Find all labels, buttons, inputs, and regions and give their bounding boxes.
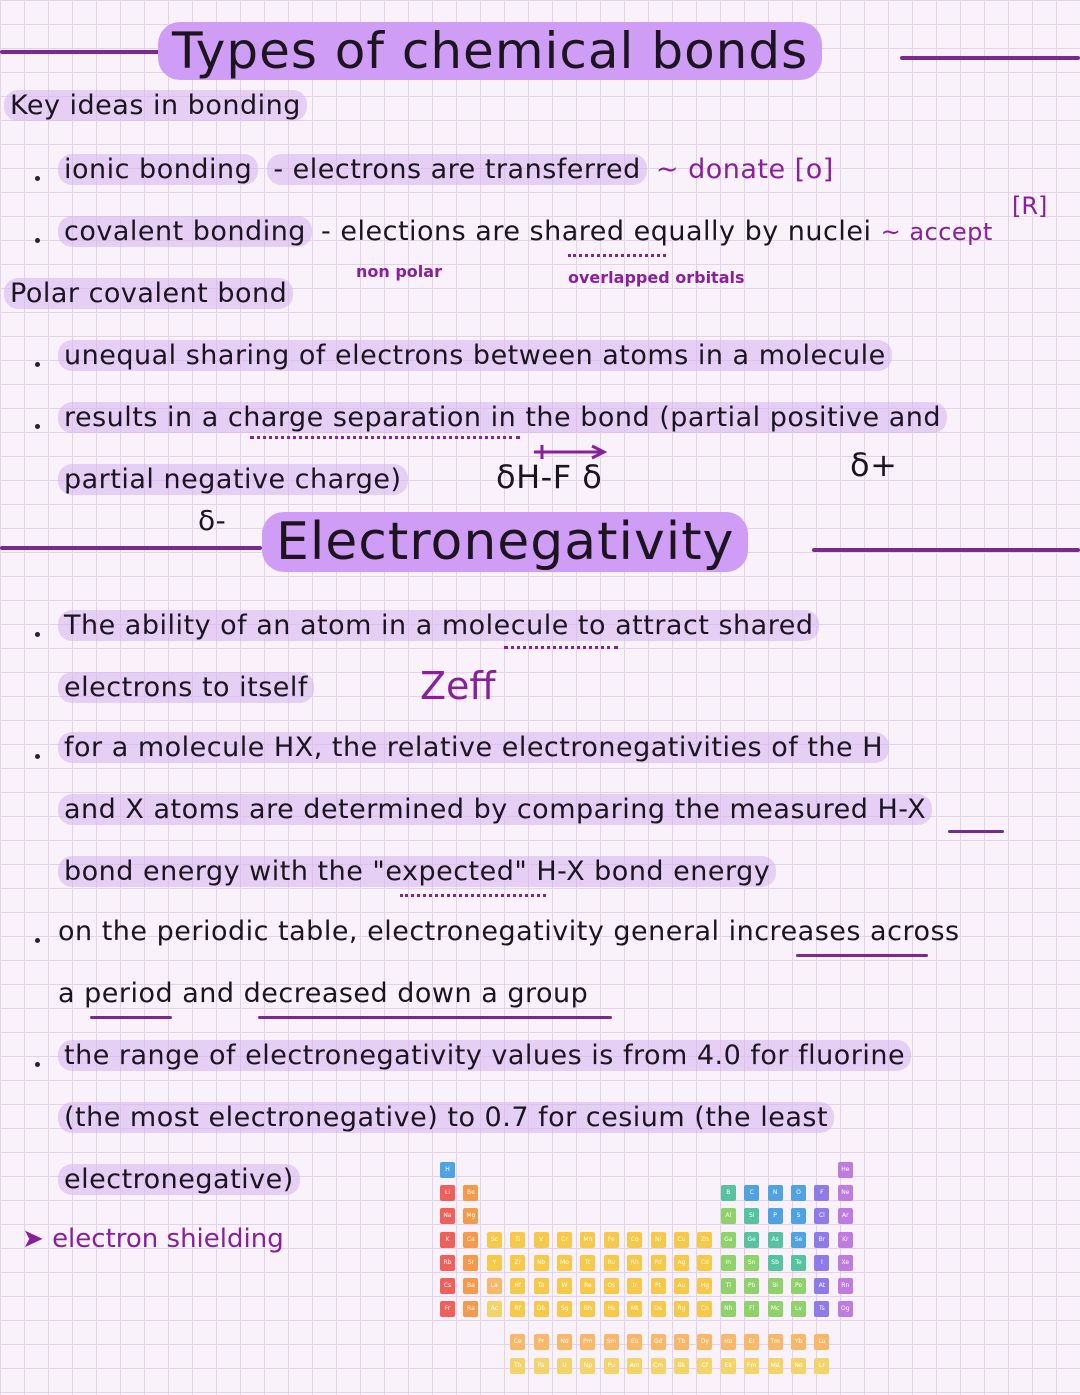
element-cell: Cu — [674, 1232, 689, 1248]
element-cell: B — [721, 1185, 736, 1201]
element-cell: Cf — [697, 1358, 712, 1374]
en-b1-line-2: electrons to itself — [58, 672, 314, 703]
bullet — [35, 176, 40, 181]
element-cell: Hf — [510, 1278, 525, 1294]
ionic-note: ~ donate [o] — [655, 154, 834, 185]
element-cell: Bh — [580, 1301, 595, 1317]
element-cell: Pb — [744, 1278, 759, 1294]
title-rule-left — [0, 50, 160, 54]
covalent-bracket: [R] — [1012, 192, 1048, 220]
element-cell: Sn — [744, 1255, 759, 1271]
key-ideas-heading: Key ideas in bonding — [4, 90, 307, 121]
element-cell: Th — [510, 1358, 525, 1374]
element-cell: Pt — [651, 1278, 666, 1294]
element-cell: Ge — [744, 1232, 759, 1248]
element-cell: Ne — [838, 1185, 853, 1201]
hx-underline — [948, 830, 1004, 833]
covalent-line — [58, 216, 993, 247]
element-cell: Pr — [534, 1334, 549, 1350]
element-cell: Rb — [440, 1255, 455, 1271]
bullet — [35, 1062, 40, 1067]
delta-plus: δ+ — [850, 446, 898, 484]
covalent-note: ~ accept — [880, 218, 993, 246]
ionic-rest: - electrons are transferred — [267, 154, 646, 185]
en-b3-line-1: on the periodic table, electronegativity general increases across — [58, 916, 960, 947]
element-cell: I — [814, 1255, 829, 1271]
element-cell: Al — [721, 1208, 736, 1224]
element-cell: Nb — [534, 1255, 549, 1271]
element-cell: Be — [463, 1185, 478, 1201]
bullet — [35, 938, 40, 943]
element-cell: Gd — [651, 1334, 666, 1350]
bullet — [35, 424, 40, 429]
element-cell: Po — [791, 1278, 806, 1294]
element-cell: Cn — [697, 1301, 712, 1317]
element-cell: C — [744, 1185, 759, 1201]
element-cell: Ag — [674, 1255, 689, 1271]
element-cell: Cs — [440, 1278, 455, 1294]
shielding-text: electron shielding — [52, 1224, 284, 1254]
element-cell: Ts — [814, 1301, 829, 1317]
element-cell: La — [487, 1278, 502, 1294]
element-cell: Mg — [463, 1208, 478, 1224]
element-cell: Fm — [744, 1358, 759, 1374]
element-cell: Yb — [791, 1334, 806, 1350]
element-cell: Mn — [580, 1232, 595, 1248]
element-cell: Ar — [838, 1208, 853, 1224]
element-cell: U — [557, 1358, 572, 1374]
element-cell: Ce — [510, 1334, 525, 1350]
element-cell: Bi — [768, 1278, 783, 1294]
element-cell: Ds — [651, 1301, 666, 1317]
element-cell: Co — [627, 1232, 642, 1248]
element-cell: Os — [604, 1278, 619, 1294]
element-cell: Bk — [674, 1358, 689, 1374]
element-cell: Sb — [768, 1255, 783, 1271]
dipole-arrow-icon — [530, 444, 610, 460]
en-rule-left — [0, 546, 262, 550]
element-cell: In — [721, 1255, 736, 1271]
element-cell: Sm — [604, 1334, 619, 1350]
arrow-icon: ➤ — [22, 1224, 44, 1254]
electron-shielding-note — [22, 1224, 284, 1254]
element-cell: W — [557, 1278, 572, 1294]
en-rule-right — [812, 548, 1080, 552]
element-cell: Hg — [697, 1278, 712, 1294]
element-cell: Na — [440, 1208, 455, 1224]
en-b4-line-2: (the most electronegative) to 0.7 for cesium (the least — [58, 1102, 834, 1133]
element-cell: Ra — [463, 1301, 478, 1317]
element-cell: Lr — [814, 1358, 829, 1374]
page-title: Types of chemical bonds — [158, 22, 822, 80]
element-cell: Np — [580, 1358, 595, 1374]
element-cell: Og — [838, 1301, 853, 1317]
element-cell: Mo — [557, 1255, 572, 1271]
zeff-note: Zeff — [420, 664, 496, 708]
overlapped-orbitals-note: overlapped orbitals — [568, 268, 745, 287]
hf-formula: δH-F δ — [496, 458, 603, 496]
element-cell: Cd — [697, 1255, 712, 1271]
element-cell: Tl — [721, 1278, 736, 1294]
title-rule-right — [900, 56, 1080, 60]
element-cell: N — [768, 1185, 783, 1201]
element-cell: Er — [744, 1334, 759, 1350]
element-cell: Pa — [534, 1358, 549, 1374]
decreased-underline — [258, 1016, 612, 1019]
element-cell: Ir — [627, 1278, 642, 1294]
periodic-table — [440, 1162, 860, 1374]
ionic-term: ionic bonding — [58, 154, 258, 185]
element-cell: O — [791, 1185, 806, 1201]
element-cell: Pd — [651, 1255, 666, 1271]
element-cell: Tm — [768, 1334, 783, 1350]
polar-line-3: partial negative charge) — [58, 464, 408, 495]
element-cell: Rn — [838, 1278, 853, 1294]
element-cell: Es — [721, 1358, 736, 1374]
element-cell: Tb — [674, 1334, 689, 1350]
element-cell: P — [768, 1208, 783, 1224]
polar-line-1: unequal sharing of electrons between atoms in a molecule — [58, 340, 892, 371]
element-cell: Ti — [510, 1232, 525, 1248]
en-b2-line-2: and X atoms are determined by comparing the measured H-X — [58, 794, 932, 825]
bullet — [35, 632, 40, 637]
element-cell: Fe — [604, 1232, 619, 1248]
element-cell: V — [534, 1232, 549, 1248]
ionic-line — [58, 154, 834, 185]
equally-underline — [568, 248, 666, 257]
en-b4-line-3: electronegative) — [58, 1164, 300, 1195]
polar-line-2: results in a charge separation in the bond (partial positive and — [58, 402, 947, 433]
polar-heading: Polar covalent bond — [4, 278, 293, 309]
element-cell: Lv — [791, 1301, 806, 1317]
element-cell: Ac — [487, 1301, 502, 1317]
element-cell: Ru — [604, 1255, 619, 1271]
element-cell: Fl — [744, 1301, 759, 1317]
element-cell: Se — [791, 1232, 806, 1248]
element-cell: Eu — [627, 1334, 642, 1350]
element-cell: Sr — [463, 1255, 478, 1271]
element-cell: Ba — [463, 1278, 478, 1294]
covalent-term: covalent bonding — [58, 216, 312, 247]
period-underline — [90, 1016, 172, 1019]
element-cell: Ta — [534, 1278, 549, 1294]
element-cell: F — [814, 1185, 829, 1201]
element-cell: Pm — [580, 1334, 595, 1350]
element-cell: Au — [674, 1278, 689, 1294]
element-cell: Db — [534, 1301, 549, 1317]
element-cell: Ga — [721, 1232, 736, 1248]
bullet — [35, 754, 40, 759]
element-cell: Br — [814, 1232, 829, 1248]
element-cell: Dy — [697, 1334, 712, 1350]
element-cell: Li — [440, 1185, 455, 1201]
element-cell: Zr — [510, 1255, 525, 1271]
element-cell: S — [791, 1208, 806, 1224]
element-cell: Rg — [674, 1301, 689, 1317]
en-b2-line-1: for a molecule HX, the relative electronegativities of the H — [58, 732, 889, 763]
element-cell: Sc — [487, 1232, 502, 1248]
element-cell: Md — [768, 1358, 783, 1374]
element-cell: K — [440, 1232, 455, 1248]
element-cell: Hs — [604, 1301, 619, 1317]
bullet — [35, 362, 40, 367]
en-b4-line-1: the range of electronegativity values is from 4.0 for fluorine — [58, 1040, 911, 1071]
element-cell: No — [791, 1358, 806, 1374]
element-cell: Zn — [697, 1232, 712, 1248]
increases-underline — [796, 954, 928, 957]
element-cell: Pu — [604, 1358, 619, 1374]
element-cell: Xe — [838, 1255, 853, 1271]
element-cell: Nh — [721, 1301, 736, 1317]
element-cell: Rf — [510, 1301, 525, 1317]
non-polar-note: non polar — [356, 262, 442, 281]
element-cell: At — [814, 1278, 829, 1294]
element-cell: Cm — [651, 1358, 666, 1374]
molecule-underline — [504, 640, 618, 649]
element-cell: As — [768, 1232, 783, 1248]
element-cell: Te — [791, 1255, 806, 1271]
element-cell: Nd — [557, 1334, 572, 1350]
element-cell: H — [440, 1162, 455, 1178]
element-cell: Lu — [814, 1334, 829, 1350]
element-cell: Ni — [651, 1232, 666, 1248]
element-cell: Kr — [838, 1232, 853, 1248]
en-b3-line-2: a period and decreased down a group — [58, 978, 589, 1009]
bullet — [35, 238, 40, 243]
element-cell: Y — [487, 1255, 502, 1271]
element-cell: Si — [744, 1208, 759, 1224]
charge-separation-underline — [250, 430, 520, 439]
element-cell: Mc — [768, 1301, 783, 1317]
element-cell: Ca — [463, 1232, 478, 1248]
element-cell: Cr — [557, 1232, 572, 1248]
electronegativity-heading: Electronegativity — [262, 512, 748, 572]
covalent-rest: - elections are shared equally by nuclei — [321, 216, 872, 247]
delta-minus: δ- — [198, 504, 227, 537]
en-b2-line-3: bond energy with the "expected" H-X bond energy — [58, 856, 776, 887]
element-cell: Ho — [721, 1334, 736, 1350]
element-cell: Cl — [814, 1208, 829, 1224]
en-b1-line-1: The ability of an atom in a molecule to attract shared — [58, 610, 819, 641]
element-cell: Rh — [627, 1255, 642, 1271]
element-cell: Re — [580, 1278, 595, 1294]
element-cell: He — [838, 1162, 853, 1178]
element-cell: Tc — [580, 1255, 595, 1271]
element-cell: Am — [627, 1358, 642, 1374]
element-cell: Fr — [440, 1301, 455, 1317]
expected-underline — [400, 888, 546, 897]
element-cell: Sg — [557, 1301, 572, 1317]
element-cell: Mt — [627, 1301, 642, 1317]
